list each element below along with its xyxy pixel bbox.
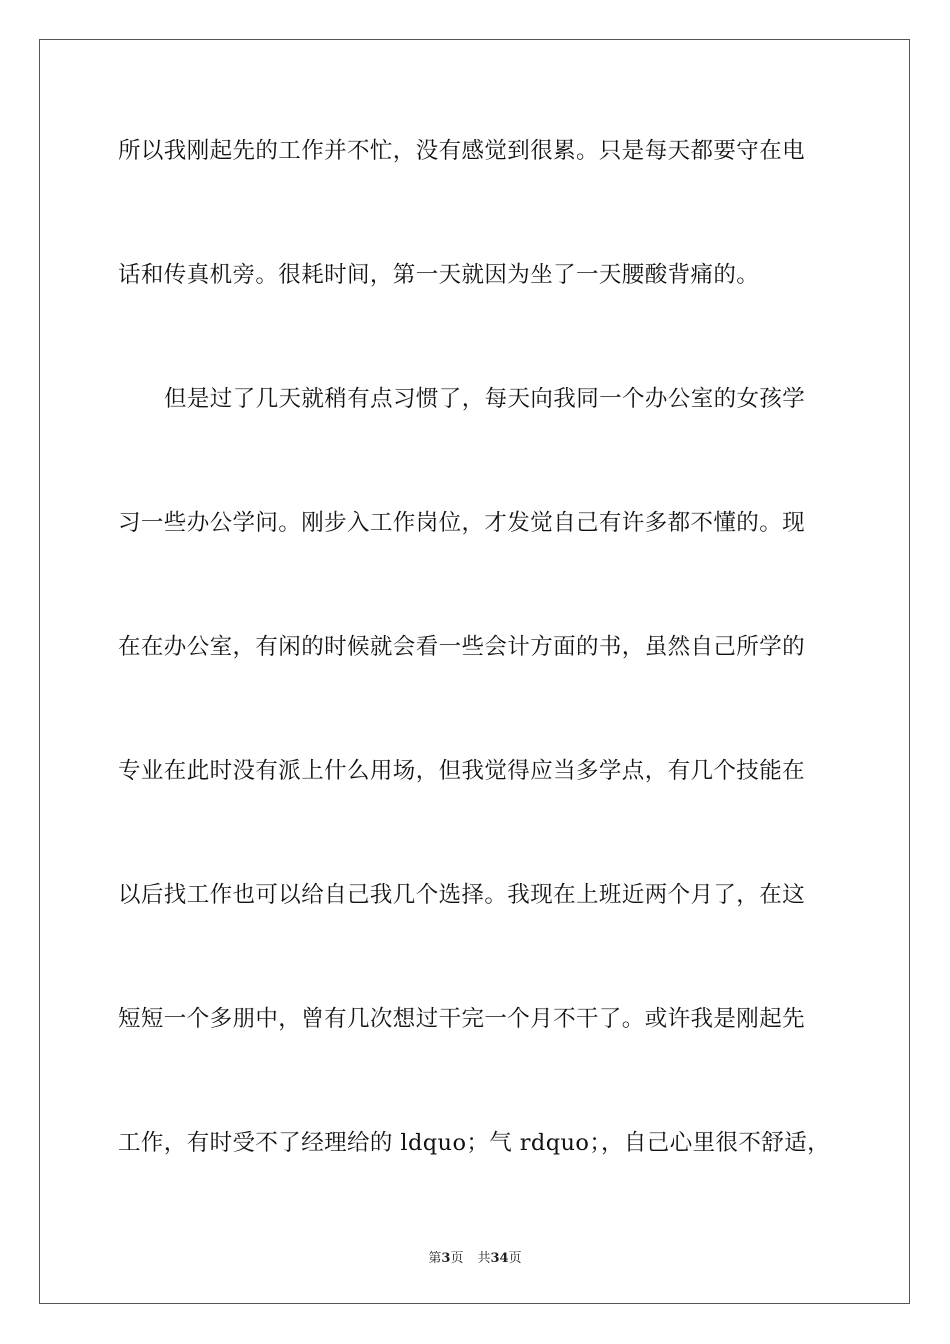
text-line-9: 工作，有时受不了经理给的 ldquo；气 rdquo；，自己心里很不舒适， bbox=[118, 1130, 830, 1156]
total-prefix: 共 bbox=[477, 1251, 491, 1266]
page-footer bbox=[0, 1247, 950, 1266]
page-suffix: 页 bbox=[450, 1251, 464, 1266]
text-line-4: 习一些办公学问。刚步入工作岗位，才发觉自己有许多都不懂的。现 bbox=[118, 510, 806, 536]
page-border bbox=[39, 39, 910, 1304]
total-suffix: 页 bbox=[508, 1251, 522, 1266]
text-line-6: 专业在此时没有派上什么用场，但我觉得应当多学点，有几个技能在 bbox=[118, 758, 806, 784]
page-current-number: 3 bbox=[441, 1251, 451, 1266]
page-prefix: 第 bbox=[428, 1251, 442, 1266]
text-line-3: 但是过了几天就稍有点习惯了，每天向我同一个办公室的女孩学 bbox=[164, 386, 806, 412]
text-line-8: 短短一个多朋中，曾有几次想过干完一个月不干了。或许我是刚起先 bbox=[118, 1006, 806, 1032]
page-total-number: 34 bbox=[490, 1251, 509, 1266]
text-line-1: 所以我刚起先的工作并不忙，没有感觉到很累。只是每天都要守在电 bbox=[118, 138, 806, 164]
text-line-2: 话和传真机旁。很耗时间，第一天就因为坐了一天腰酸背痛的。 bbox=[118, 262, 760, 288]
text-line-5: 在在办公室，有闲的时候就会看一些会计方面的书，虽然自己所学的 bbox=[118, 634, 806, 660]
text-line-7: 以后找工作也可以给自己我几个选择。我现在上班近两个月了，在这 bbox=[118, 882, 806, 908]
